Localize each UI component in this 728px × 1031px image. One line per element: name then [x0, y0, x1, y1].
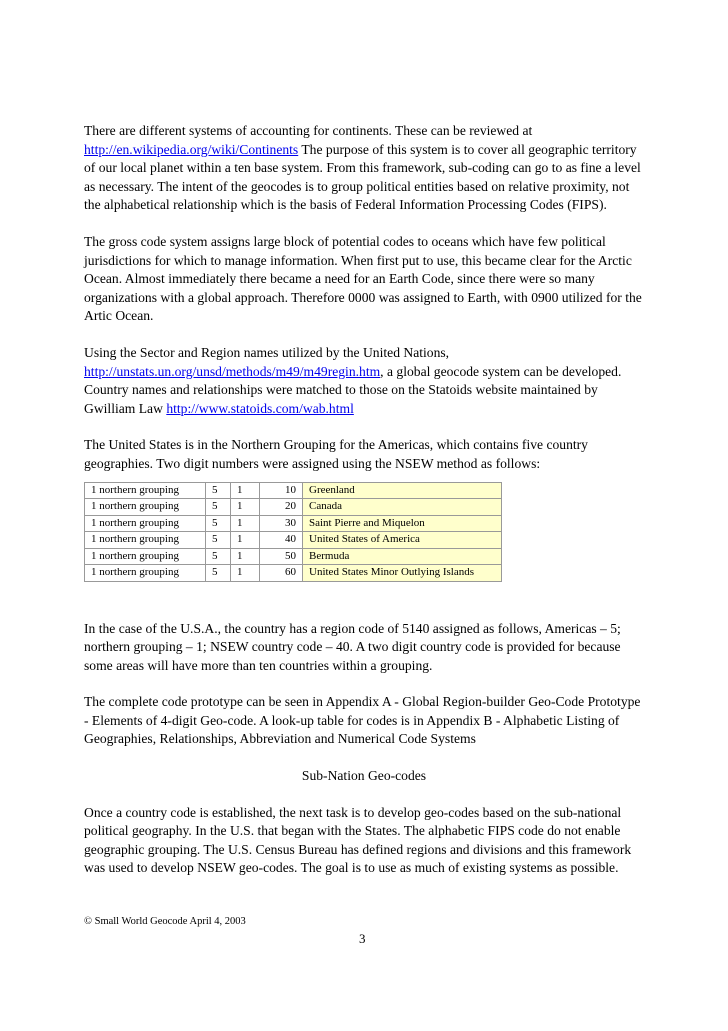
table-row: 1 northern grouping 5 1 50 Bermuda	[85, 548, 502, 565]
paragraph-sub-nation: Once a country code is established, the next task is to develop geo-codes based on the sub-national political geography. In the U.S. that began with the States. The alphabetic FIPS code do not enable geographic grouping. The U.S. Census Bureau has defined regions and divisions and this framework was used to develop NSEW geo-codes. The goal is to use as much of existing systems as possible.	[84, 804, 632, 876]
table-row: 1 northern grouping 5 1 30 Saint Pierre and Miquelon	[85, 515, 502, 532]
table-row: 1 northern grouping 5 1 60 United States Minor Outlying Islands	[85, 565, 502, 582]
table-row: 1 northern grouping 5 1 20 Canada	[85, 499, 502, 516]
document-body	[84, 122, 644, 896]
paragraph-gross-code: The gross code system assigns large block of potential codes to oceans which have few political jurisdictions for which to manage information. When first put to use, this became clear for the Arctic Ocean. Almost immediately there became a need for an Earth Code, since there were so many organizations with a global approach. Therefore 0000 was assigned to Earth, with 0900 utilized for the Artic Ocean.	[84, 233, 642, 324]
section-heading: Sub-Nation Geo-codes	[301, 768, 427, 784]
wikipedia-continents-link[interactable]: http://en.wikipedia.org/wiki/Continents	[84, 141, 299, 157]
paragraph-appendix: The complete code prototype can be seen in Appendix A - Global Region-builder Geo-Code Prototype - Elements of 4-digit Geo-code. A look-up table for codes is in Appendix B - Alphabetic Listing of Geographies, Relationships, Abbreviation and Numerical Code Systems	[84, 694, 641, 747]
northern-grouping-table	[84, 482, 502, 582]
table-row: 1 northern grouping 5 1 10 Greenland	[85, 482, 502, 499]
footer-copyright: © Small World Geocode April 4, 2003	[84, 916, 246, 927]
statoids-link[interactable]: http://www.statoids.com/wab.html	[166, 400, 354, 416]
paragraph-usa-region-code: In the case of the U.S.A., the country has a region code of 5140 assigned as follows, Americas – 5; northern grouping – 1; NSEW country code – 40. A two digit country code is provided for because some areas will have more than ten countries within a grouping.	[84, 620, 621, 673]
table-row: 1 northern grouping 5 1 40 United States of America	[85, 532, 502, 549]
paragraph-continents: There are different systems of accounting for continents. These can be reviewed at http://en.wikipedia.org/wiki/Continents The purpose of this system is to cover all geographic territory of our local planet within a ten base system. From this framework, sub-coding can go to as fine a level as necessary. The intent of the geocodes is to group political entities based on relative proximity, not the alphabetical relationship which is the basis of Federal Information Processing Codes (FIPS).	[84, 123, 641, 213]
paragraph-united-states: The United States is in the Northern Grouping for the Americas, which contains five country geographies. Two digit numbers were assigned using the NSEW method as follows:	[84, 437, 588, 471]
paragraph-un-sectors: Using the Sector and Region names utilized by the United Nations, http://unstats.un.org/unsd/methods/m49/m49regin.htm, a global geocode system can be developed. Country names and relationships were matched to those on the Statoids website maintained by Gwilliam Law http://www.statoids.com/wab.html	[84, 344, 622, 416]
unstats-link[interactable]: http://unstats.un.org/unsd/methods/m49/m49regin.htm	[84, 363, 381, 379]
page-number: 3	[359, 931, 366, 946]
